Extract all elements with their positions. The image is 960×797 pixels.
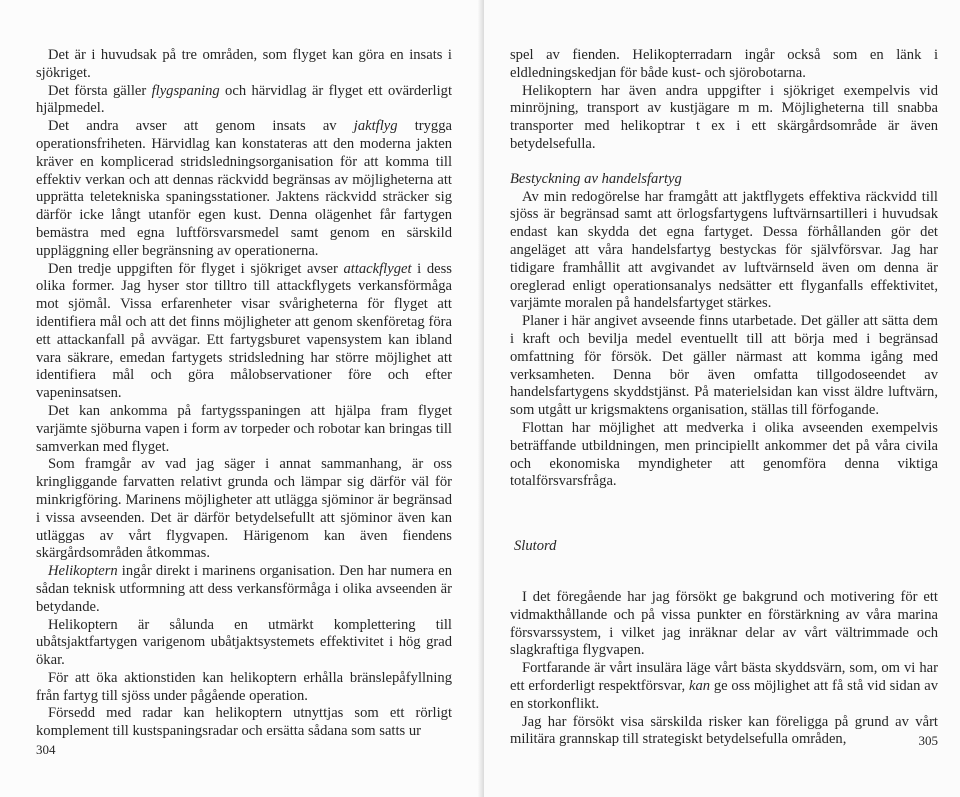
- text-run: Det är i huvudsak på tre områden, som flyget kan göra en insats i sjökriget.: [36, 47, 452, 81]
- text-run: Helikoptern är sålunda en utmärkt komplettering till ubåtsjaktfartygen varigenom ubåtjaktsystemets effektivitet i hög grad ökar.: [36, 616, 452, 669]
- text-run: Det andra avser att genom insats av: [48, 118, 354, 135]
- left-page-text: [36, 47, 452, 741]
- page-number-right: 305: [918, 733, 938, 748]
- text-run: spel av fienden. Helikopterradarn ingår också som en länk i eldledningskedjan för både kust- och sjörobotarna.: [510, 47, 938, 81]
- paragraph: [36, 705, 452, 741]
- text-run: Fortfarande är vårt insulära läge vårt bästa skyddsvärn, som, om vi har ett erforderligt respektförsvar,: [510, 660, 938, 694]
- text-run: Helikoptern har även andra uppgifter i sjökriget exempelvis vid minröjning, transport av kustjägare m m. Möjligheterna till snabba transporter med helikoptrar t ex i ett skärgårdsområde är även betydelsefulla.: [510, 82, 938, 152]
- paragraph: [510, 83, 938, 154]
- right-page: [484, 0, 960, 797]
- paragraph: [510, 420, 938, 491]
- text-run: ingår direkt i marinens organisation. Den har numera en sådan teknisk utformning att dess verkansförmåga i olika avseenden är betydande.: [36, 563, 452, 615]
- text-run: För att öka aktionstiden kan helikoptern erhålla bränslepåfyllning från fartyg till sjöss under pågående operation.: [36, 669, 452, 704]
- text-run: och härvidlag är flyget ett ovärderligt hjälpmedel.: [36, 82, 452, 117]
- text-run: I det föregående har jag försökt ge bakgrund och motivering för ett vidmakthållande och på vissa punkter en förstärkning av våra marina försvarssystem, i vilket jag inräknar delar av vårt vältrimmade och slagkraftiga flygvapen.: [510, 588, 938, 659]
- paragraph: [36, 670, 452, 706]
- text-run: Det kan ankomma på fartygsspaningen att hjälpa fram flyget varjämte sjöburna vapen i form av torpeder och robotar kan bringas till samverkan med flyget.: [36, 402, 452, 455]
- text-run: Flottan har möjlighet att medverka i olika avseenden exempelvis beträffande utbildningen, men principiellt ankommer det på våra civila och ekonomiska myndigheter att genomföra denna viktiga totalförsvarsfråga.: [510, 419, 938, 490]
- page-number-left: 304: [36, 742, 56, 757]
- text-run: Planer i här angivet avseende finns utarbetade. Det gäller att sätta dem i kraft och bevilja medel eventuellt till att börja med i begränsad omfattning för försök. Det gäller närmast att komma igång med verksamheten. Denna bör även omfatta tillgodoseendet av handelsfartygens skyddstjänst. På materielsidan kan visst äldre luftvärn, som utgått ur krigsmaktens organisation, ställas till förfogande.: [510, 313, 938, 419]
- text-run: Försedd med radar kan helikoptern utnyttjas som ett rörligt komplement till kustspaningsradar och ersätta sådana som satts ur: [36, 705, 452, 740]
- paragraph: [36, 47, 452, 83]
- paragraph: [36, 261, 452, 403]
- text-run: Av min redogörelse har framgått att jaktflygets effektiva räckvidd till sjöss är begränsad samt att örlogsfartygens luftvärnsartilleri i huvudsak endast kan skydda det egna fartyget. Dessa förhållanden gör det angeläget att våra handelsfartyg bestyckas för självförsvar. Jag har tidigare framhållit att avgivandet av luftvärnseld även om denna är oreglerad enligt operationsanalys nedsätter ett flyganfalls effektivitet, varjämte moralen på handelsfartyget stärkes.: [510, 188, 938, 312]
- italic-text: attackflyget: [343, 260, 412, 277]
- right-block-slutord: [510, 589, 938, 749]
- paragraph: [36, 118, 452, 260]
- text-run: Jag har försökt visa särskilda risker kan föreligga på grund av vårt militära grannskap till strategiskt betydelsefulla områden,: [510, 713, 938, 748]
- text-run: Det första gäller: [48, 82, 152, 99]
- paragraph: [36, 563, 452, 616]
- section-heading-bestyckning: Bestyckning av handelsfartyg: [510, 170, 682, 187]
- paragraph: [510, 589, 938, 660]
- paragraph: [36, 456, 452, 563]
- right-block-helikopter: [510, 47, 938, 154]
- paragraph: [36, 83, 452, 119]
- paragraph: [510, 714, 938, 750]
- right-page-text: [510, 47, 938, 749]
- text-run: trygga operationsfriheten. Härvidlag kan konstateras att den moderna jakten kräver en komplicerad stridsledningsorganisation för att komma till effektiv verkan och att dennas räckvidd begränsas av möjligheterna att upprätta teletekniska spaningsstationer. Jaktens räckvidd sträcker sig därför icke långt utanför egen kust. Denna olägenhet får fartygen bemästra med egna luftförsvarsmedel samt genom en särskild uppläggning eller begränsning av operationerna.: [36, 118, 452, 259]
- paragraph: [510, 189, 938, 314]
- italic-text: flygspaning: [151, 82, 220, 99]
- paragraph: [510, 47, 938, 83]
- text-run: Som framgår av vad jag säger i annat sammanhang, är oss kringliggande farvatten relativt grunda och lämpar sig därför väl för minkrigföring. Marinens möjligheter att utlägga sjöminor är begränsad i vissa avseenden. Det är därför betydelsefullt att sjöminor även kan utläggas av vårt flygvapen. Härigenom kan även fiendens skärgårdsområden åtkommas.: [36, 456, 452, 562]
- paragraph: [510, 660, 938, 713]
- text-run: Den tredje uppgiften för flyget i sjökriget avser: [48, 260, 344, 277]
- section-heading-slutord: Slutord: [514, 538, 557, 555]
- paragraph: [36, 617, 452, 670]
- italic-text: kan: [688, 677, 711, 694]
- paragraph: [36, 403, 452, 456]
- italic-text: Helikoptern: [48, 563, 118, 580]
- italic-text: jaktflyg: [353, 118, 398, 135]
- text-run: ge oss möjlighet att få stå vid sidan av en storkonflikt.: [510, 677, 938, 712]
- text-run: i dess olika former. Jag hyser stor tilltro till attackflygets verkansförmåga mot sjömål. Vissa erfarenheter visar svårigheterna för flyget att identifiera mål och att det finns möjligheter att genom skenföretag föra ett attackanfall på avvägar. Ett fartygsburet vapensystem kan ibland vara säkrare, emedan fartygets stridsledning har större möjlighet att identifiera mål och göra målobservationer före och efter vapeninsatsen.: [36, 260, 452, 402]
- right-block-bestyckning: [510, 189, 938, 492]
- paragraph: [510, 313, 938, 420]
